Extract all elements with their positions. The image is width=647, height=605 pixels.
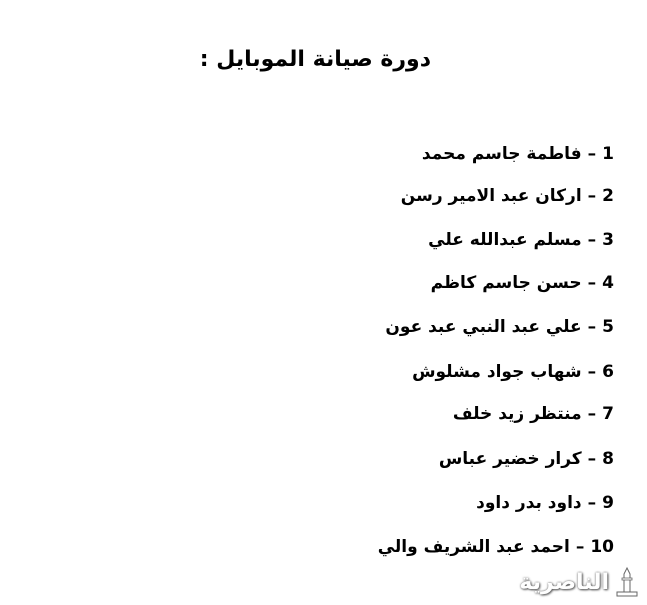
item-separator: – <box>587 362 597 382</box>
list-item <box>401 186 614 206</box>
item-name: احمد عبد الشريف والي <box>377 537 570 557</box>
list-item <box>453 404 614 424</box>
item-number: 9 <box>602 493 614 513</box>
item-number: 2 <box>602 186 614 206</box>
item-name: اركان عبد الامير رسن <box>400 186 582 206</box>
item-number: 7 <box>602 404 614 424</box>
watermark-text: الناصرية <box>519 569 609 595</box>
item-number: 8 <box>602 449 614 469</box>
item-name: حسن جاسم كاظم <box>430 273 582 293</box>
list-item <box>422 144 614 164</box>
item-name: منتظر زيد خلف <box>452 404 582 424</box>
document-title: دورة صيانة الموبايل : <box>199 47 431 72</box>
item-name: كرار خضير عباس <box>438 449 582 469</box>
item-separator: – <box>587 404 597 424</box>
item-separator: – <box>587 493 597 513</box>
item-separator: – <box>575 537 585 557</box>
item-number: 3 <box>602 230 614 250</box>
item-number: 5 <box>602 317 614 337</box>
item-separator: – <box>587 317 597 337</box>
item-number: 6 <box>602 362 614 382</box>
item-number: 4 <box>602 273 614 293</box>
item-number: 1 <box>602 144 614 164</box>
site-watermark <box>509 563 641 601</box>
item-number: 10 <box>590 537 614 557</box>
list-item <box>385 317 614 337</box>
item-separator: – <box>587 449 597 469</box>
item-separator: – <box>587 230 597 250</box>
list-item <box>428 230 614 250</box>
item-separator: – <box>587 186 597 206</box>
item-name: علي عبد النبي عبد عون <box>385 317 582 337</box>
item-name: مسلم عبدالله علي <box>428 230 582 250</box>
item-name: داود بدر داود <box>476 493 582 513</box>
list-item <box>378 537 614 557</box>
item-name: شهاب جواد مشلوش <box>412 362 582 382</box>
list-item <box>431 273 614 293</box>
minaret-logo-icon <box>613 566 641 598</box>
item-separator: – <box>587 144 597 164</box>
list-item <box>439 449 614 469</box>
item-name: فاطمة جاسم محمد <box>421 144 582 164</box>
list-item <box>476 493 614 513</box>
item-separator: – <box>587 273 597 293</box>
list-item <box>412 362 614 382</box>
